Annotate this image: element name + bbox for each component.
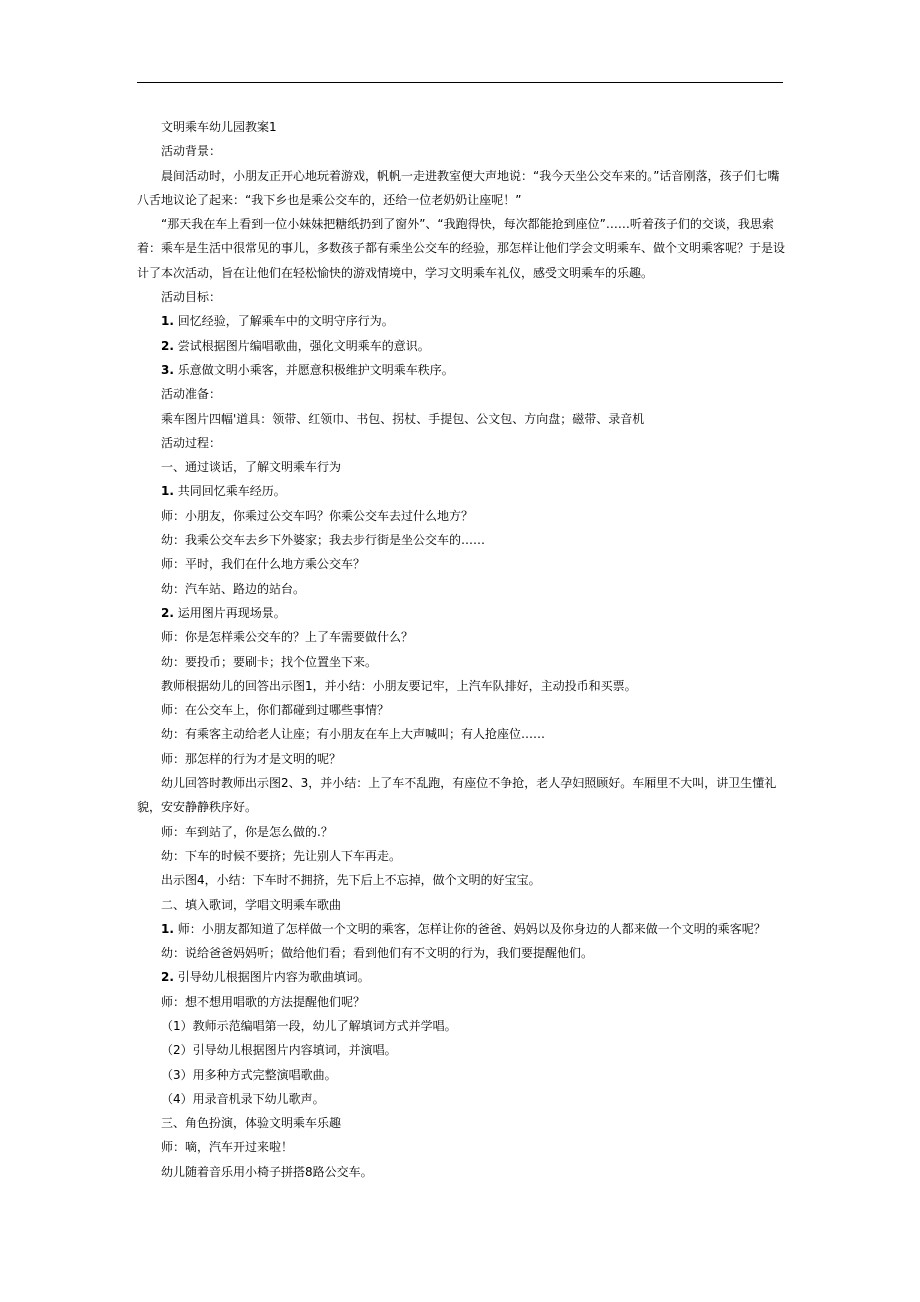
paragraph	[137, 455, 785, 479]
paragraph	[137, 1111, 785, 1135]
paragraph-text: 师：车到站了，你是怎么做的.？	[161, 824, 333, 839]
paragraph-text: 乘车图片四幅'道具：领带、红领巾、书包、拐杖、手提包、公文包、方向盘；磁带、录音机	[161, 411, 645, 426]
paragraph	[137, 650, 785, 674]
paragraph-text: （2）引导幼儿根据图片内容填词，并演唱。	[161, 1043, 397, 1058]
paragraph-text: 活动背景：	[161, 144, 222, 159]
list-number: 3.	[161, 362, 174, 377]
paragraph-text: 引导幼儿根据图片内容为歌曲填词。	[177, 970, 370, 985]
paragraph	[137, 407, 785, 431]
paragraph	[137, 601, 785, 625]
paragraph-text: 幼：汽车站、路边的站台。	[161, 581, 306, 596]
paragraph	[137, 382, 785, 406]
document-title: 文明乘车幼儿园教案1	[161, 120, 277, 134]
paragraph	[137, 674, 785, 698]
paragraph	[137, 504, 785, 528]
paragraph	[137, 1038, 785, 1062]
paragraph	[137, 1014, 785, 1038]
paragraph-text: 师：小朋友都知道了怎样做一个文明的乘客，怎样让你的爸爸、妈妈以及你身边的人都来做一个文明的乘客呢？	[177, 921, 766, 936]
paragraph-text: 教师根据幼儿的回答出示图1，并小结：小朋友要记牢，上汽车队排好，主动投币和买票。	[161, 678, 637, 693]
paragraph	[137, 552, 785, 576]
paragraph-text: 幼：我乘公交车去乡下外婆家；我去步行街是坐公交车的……	[161, 533, 486, 548]
paragraph-text: 幼儿回答时教师出示图2、3，并小结：上了车不乱跑，有座位不争抢，老人孕妇照顾好。车厢里不大叫，讲卫生懂礼貌，安安静静秩序好。	[137, 776, 777, 815]
paragraph	[137, 139, 785, 163]
paragraph-text: “那天我在车上看到一位小妹妹把糖纸扔到了窗外”、“我跑得快，每次都能抢到座位”……听着孩子们的交谈，我思索着：乘车是生活中很常见的事儿，多数孩子都有乘坐公交车的经验，那怎样让他们学会文明乘车、做个文明乘客呢？于是设计了本次活动，旨在让他们在轻松愉快的游戏情境中，学习文明乘车礼仪，感受文明乘车的乐趣。	[137, 217, 786, 280]
paragraph	[137, 334, 785, 358]
paragraph	[137, 844, 785, 868]
paragraph-text: 二、填入歌词，学唱文明乘车歌曲	[161, 897, 342, 912]
list-number: 2.	[161, 970, 174, 985]
paragraph	[137, 285, 785, 309]
paragraph-text: 幼：要投币；要刷卡；找个位置坐下来。	[161, 654, 378, 669]
paragraph-text: 师：小朋友，你乘过公交车吗？你乘公交车去过什么地方？	[161, 508, 474, 523]
paragraph	[137, 1135, 785, 1159]
paragraph-text: 回忆经验，了解乘车中的文明守序行为。	[177, 314, 394, 329]
paragraph	[137, 309, 785, 333]
paragraph-text: 乐意做文明小乘客，并愿意积极维护文明乘车秩序。	[177, 362, 454, 377]
list-number: 1.	[161, 921, 174, 936]
paragraph-text: 幼儿随着音乐用小椅子拼搭8路公交车。	[161, 1164, 373, 1179]
paragraph-text: 幼：有乘客主动给老人让座；有小朋友在车上大声喊叫；有人抢座位……	[161, 727, 546, 742]
paragraph-text: （3）用多种方式完整演唱歌曲。	[161, 1067, 337, 1082]
paragraph	[137, 431, 785, 455]
paragraph	[137, 1160, 785, 1184]
paragraph-text: 运用图片再现场景。	[177, 605, 286, 620]
list-number: 2.	[161, 605, 174, 620]
paragraph	[137, 1063, 785, 1087]
paragraph	[137, 965, 785, 989]
paragraph-text: 活动过程：	[161, 435, 222, 450]
paragraph-list	[137, 139, 785, 1184]
paragraph-text: 幼：下车的时候不要挤；先让别人下车再走。	[161, 848, 402, 863]
header-rule	[137, 82, 783, 83]
paragraph-text: 活动目标：	[161, 290, 222, 305]
paragraph-text: 幼：说给爸爸妈妈听；做给他们看；看到他们有不文明的行为，我们要提醒他们。	[161, 946, 594, 961]
paragraph-text: 师：在公交车上，你们都碰到过哪些事情？	[161, 703, 390, 718]
paragraph-text: 尝试根据图片编唱歌曲，强化文明乘车的意识。	[177, 338, 430, 353]
paragraph-text: 一、通过谈话，了解文明乘车行为	[161, 460, 342, 475]
paragraph	[137, 625, 785, 649]
paragraph-text: 三、角色扮演，体验文明乘车乐趣	[161, 1116, 342, 1131]
paragraph-text: 师：那怎样的行为才是文明的呢？	[161, 751, 342, 766]
paragraph	[137, 868, 785, 892]
paragraph-text: （4）用录音机录下幼儿歌声。	[161, 1091, 325, 1106]
paragraph-text: 共同回忆乘车经历。	[177, 484, 286, 499]
paragraph-text: 师：平时，我们在什么地方乘公交车？	[161, 557, 366, 572]
paragraph	[137, 820, 785, 844]
list-number: 2.	[161, 338, 174, 353]
paragraph	[137, 990, 785, 1014]
paragraph	[137, 747, 785, 771]
paragraph	[137, 164, 785, 213]
paragraph	[137, 577, 785, 601]
paragraph	[137, 358, 785, 382]
document-body	[137, 115, 785, 1184]
paragraph	[137, 917, 785, 941]
paragraph-text: 师：嘀，汽车开过来啦！	[161, 1140, 294, 1155]
paragraph	[137, 722, 785, 746]
paragraph	[137, 212, 785, 285]
paragraph-text: 师：你是怎样乘公交车的？上了车需要做什么？	[161, 630, 414, 645]
paragraph	[137, 1087, 785, 1111]
paragraph	[137, 771, 785, 820]
paragraph	[137, 698, 785, 722]
list-number: 1.	[161, 484, 174, 499]
paragraph	[137, 893, 785, 917]
paragraph-text: 师：想不想用唱歌的方法提醒他们呢？	[161, 994, 366, 1009]
paragraph-text: 出示图4，小结：下车时不拥挤，先下后上不忘掉，做个文明的好宝宝。	[161, 873, 541, 888]
paragraph-text: 晨间活动时，小朋友正开心地玩着游戏，帆帆一走进教室便大声地说：“我今天坐公交车来的。”话音刚落，孩子们七嘴八舌地议论了起来：“我下乡也是乘公交车的，还给一位老奶奶让座呢！”	[137, 168, 780, 207]
paragraph-text: 活动准备：	[161, 387, 222, 402]
paragraph	[137, 479, 785, 503]
paragraph-text: （1）教师示范编唱第一段，幼儿了解填词方式并学唱。	[161, 1018, 457, 1033]
paragraph	[137, 941, 785, 965]
list-number: 1.	[161, 314, 174, 329]
paragraph	[137, 528, 785, 552]
